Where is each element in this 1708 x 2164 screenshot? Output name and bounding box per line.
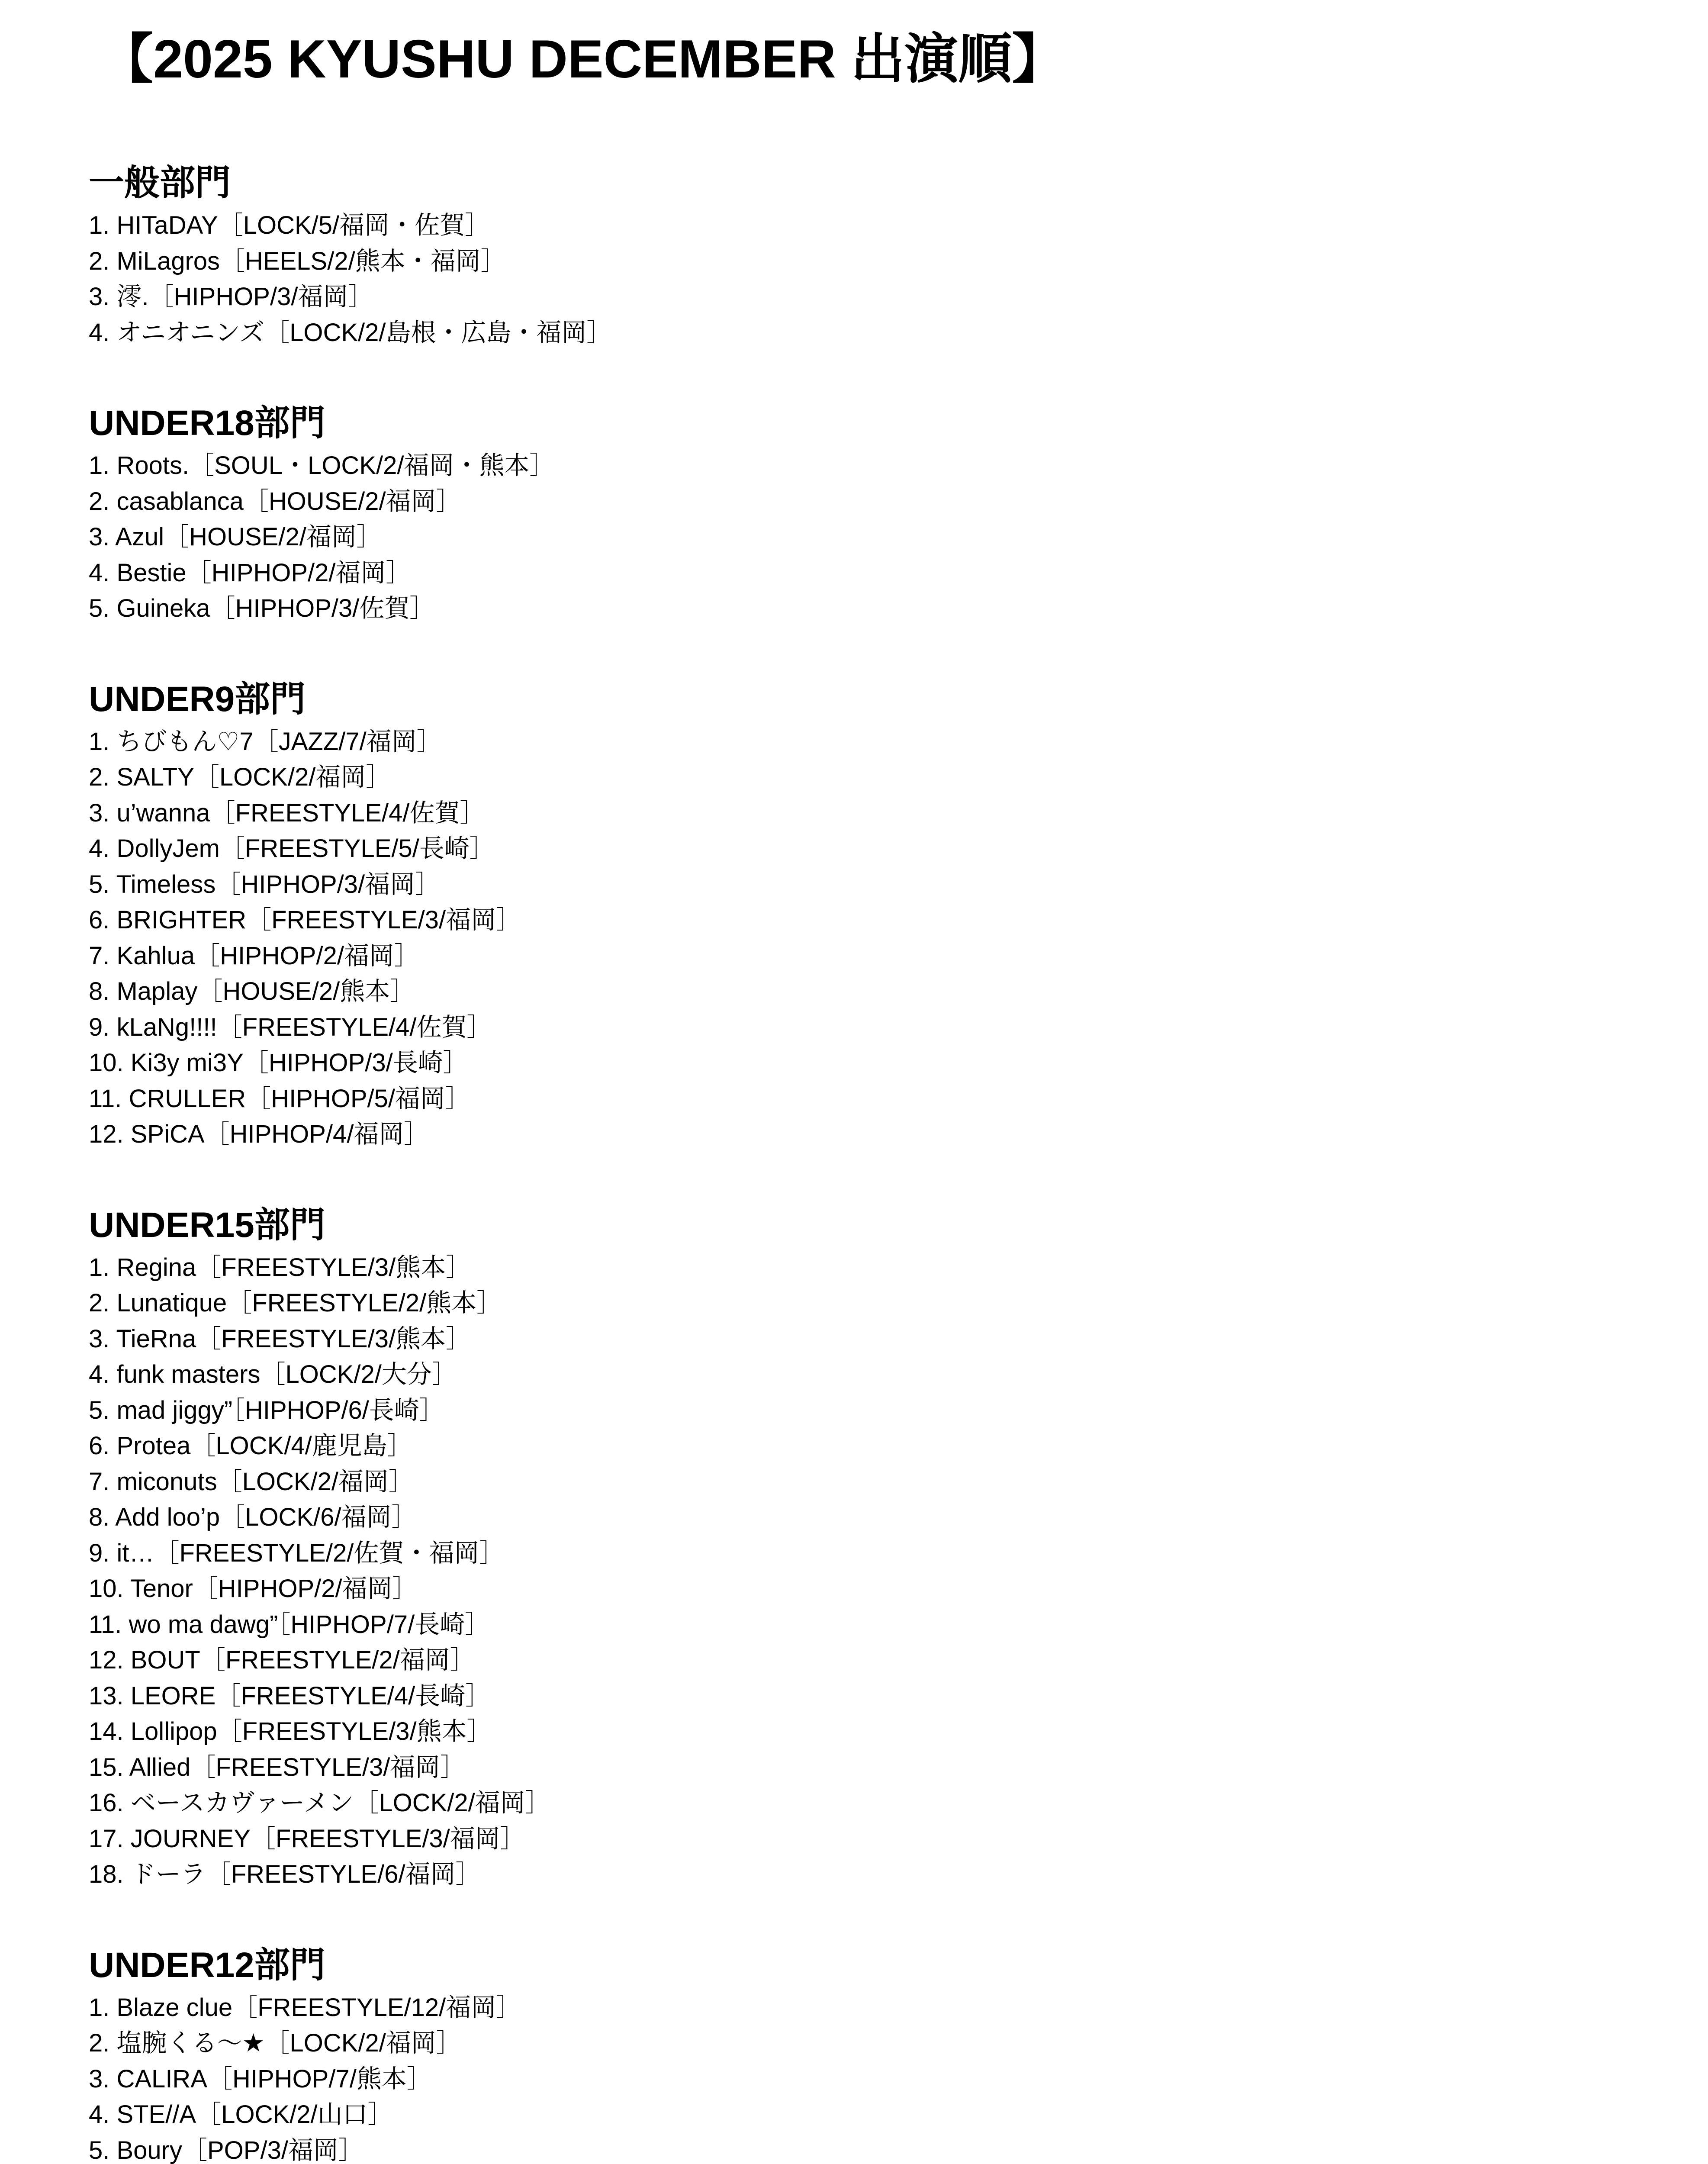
division-section: [89, 158, 1647, 351]
performer-entry: 5. mad jiggy”［HIPHOP/6/長崎］: [89, 1396, 444, 1424]
division-heading: UNDER12部門: [89, 1945, 325, 1985]
performer-entry: 3. CALIRA［HIPHOP/7/熊本］: [89, 2064, 432, 2093]
performer-entry: 17. JOURNEY［FREESTYLE/3/福岡］: [89, 1824, 525, 1853]
entry-list: [89, 448, 1647, 627]
performer-entry: 12. BOUT［FREESTYLE/2/福岡］: [89, 1646, 475, 1674]
performer-entry: 12. SPiCA［HIPHOP/4/福岡］: [89, 1120, 429, 1148]
performer-entry: 3. Azul［HOUSE/2/福岡］: [89, 523, 382, 551]
performer-entry: 3. TieRna［FREESTYLE/3/熊本］: [89, 1324, 471, 1353]
division-heading: UNDER15部門: [89, 1205, 325, 1245]
performer-entry: 11. wo ma dawg”［HIPHOP/7/長崎］: [89, 1610, 490, 1639]
performer-entry: 8. Maplay［HOUSE/2/熊本］: [89, 977, 415, 1005]
entry-list: [89, 724, 1647, 1153]
performer-entry: 4. Bestie［HIPHOP/2/福岡］: [89, 558, 411, 587]
performer-entry: 1. Regina［FREESTYLE/3/熊本］: [89, 1253, 471, 1282]
performer-entry: 8. Add loo’p［LOCK/6/福岡］: [89, 1503, 417, 1531]
division-section: [89, 1200, 1647, 1893]
performer-entry: 10. Ki3y mi3Y［HIPHOP/3/長崎］: [89, 1049, 468, 1077]
performer-entry: 11. CRULLER［HIPHOP/5/福岡］: [89, 1084, 471, 1113]
performer-entry: 3. u’wanna［FREESTYLE/4/佐賀］: [89, 799, 485, 827]
division-heading: 一般部門: [89, 163, 231, 203]
entry-list: [89, 1250, 1647, 1893]
performer-entry: 2. Lunatique［FREESTYLE/2/熊本］: [89, 1289, 502, 1317]
sections-container: [89, 158, 1647, 2164]
performer-entry: 4. STE//A［LOCK/2/山口］: [89, 2100, 393, 2129]
performer-entry: 9. it…［FREESTYLE/2/佐賀・福岡］: [89, 1539, 505, 1567]
performer-entry: 1. Blaze clue［FREESTYLE/12/福岡］: [89, 1993, 521, 2022]
performer-entry: 3. 澪.［HIPHOP/3/福岡］: [89, 283, 373, 311]
performer-entry: 2. SALTY［LOCK/2/福岡］: [89, 763, 391, 791]
performer-entry: 6. BRIGHTER［FREESTYLE/3/福岡］: [89, 906, 521, 934]
performer-entry: 13. LEORE［FREESTYLE/4/長崎］: [89, 1681, 491, 1710]
performer-entry: 16. ベースカヴァーメン［LOCK/2/福岡］: [89, 1789, 550, 1817]
performer-entry: 5. Timeless［HIPHOP/3/福岡］: [89, 870, 441, 898]
performer-entry: 4. オニオニンズ［LOCK/2/島根・広島・福岡］: [89, 318, 612, 347]
performer-entry: 1. HITaDAY［LOCK/5/福岡・佐賀］: [89, 211, 490, 239]
page-title: 【2025 KYUSHU DECEMBER 出演順】: [100, 29, 1066, 89]
performer-entry: 9. kLaNg!!!!［FREESTYLE/4/佐賀］: [89, 1013, 492, 1041]
performer-entry: 2. casablanca［HOUSE/2/福岡］: [89, 487, 461, 515]
performer-entry: 6. Protea［LOCK/4/鹿児島］: [89, 1432, 412, 1460]
performer-entry: 2. MiLagros［HEELS/2/熊本・福岡］: [89, 247, 506, 275]
entry-list: [89, 208, 1647, 351]
performer-entry: 1. Roots.［SOUL・LOCK/2/福岡・熊本］: [89, 451, 555, 480]
performer-entry: 10. Tenor［HIPHOP/2/福岡］: [89, 1575, 418, 1603]
division-section: [89, 674, 1647, 1153]
performer-entry: 7. miconuts［LOCK/2/福岡］: [89, 1467, 414, 1496]
division-section: [89, 398, 1647, 627]
performer-entry: 5. Guineka［HIPHOP/3/佐賀］: [89, 594, 435, 622]
performer-entry: 4. funk masters［LOCK/2/大分］: [89, 1360, 457, 1388]
performer-entry: 7. Kahlua［HIPHOP/2/福岡］: [89, 941, 419, 970]
division-heading: UNDER18部門: [89, 403, 325, 443]
performer-entry: 15. Allied［FREESTYLE/3/福岡］: [89, 1753, 466, 1781]
performer-entry: 2. 塩腕くる〜★［LOCK/2/福岡］: [89, 2029, 461, 2057]
performer-entry: 4. DollyJem［FREESTYLE/5/長崎］: [89, 834, 495, 863]
entry-list: [89, 1990, 1647, 2164]
division-heading: UNDER9部門: [89, 679, 306, 719]
performer-entry: 1. ちびもん♡7［JAZZ/7/福岡］: [89, 727, 442, 756]
performer-entry: 5. Boury［POP/3/福岡］: [89, 2136, 363, 2164]
division-section: [89, 1940, 1647, 2164]
performer-entry: 18. ドーラ［FREESTYLE/6/福岡］: [89, 1860, 481, 1888]
performer-entry: 14. Lollipop［FREESTYLE/3/熊本］: [89, 1717, 492, 1745]
